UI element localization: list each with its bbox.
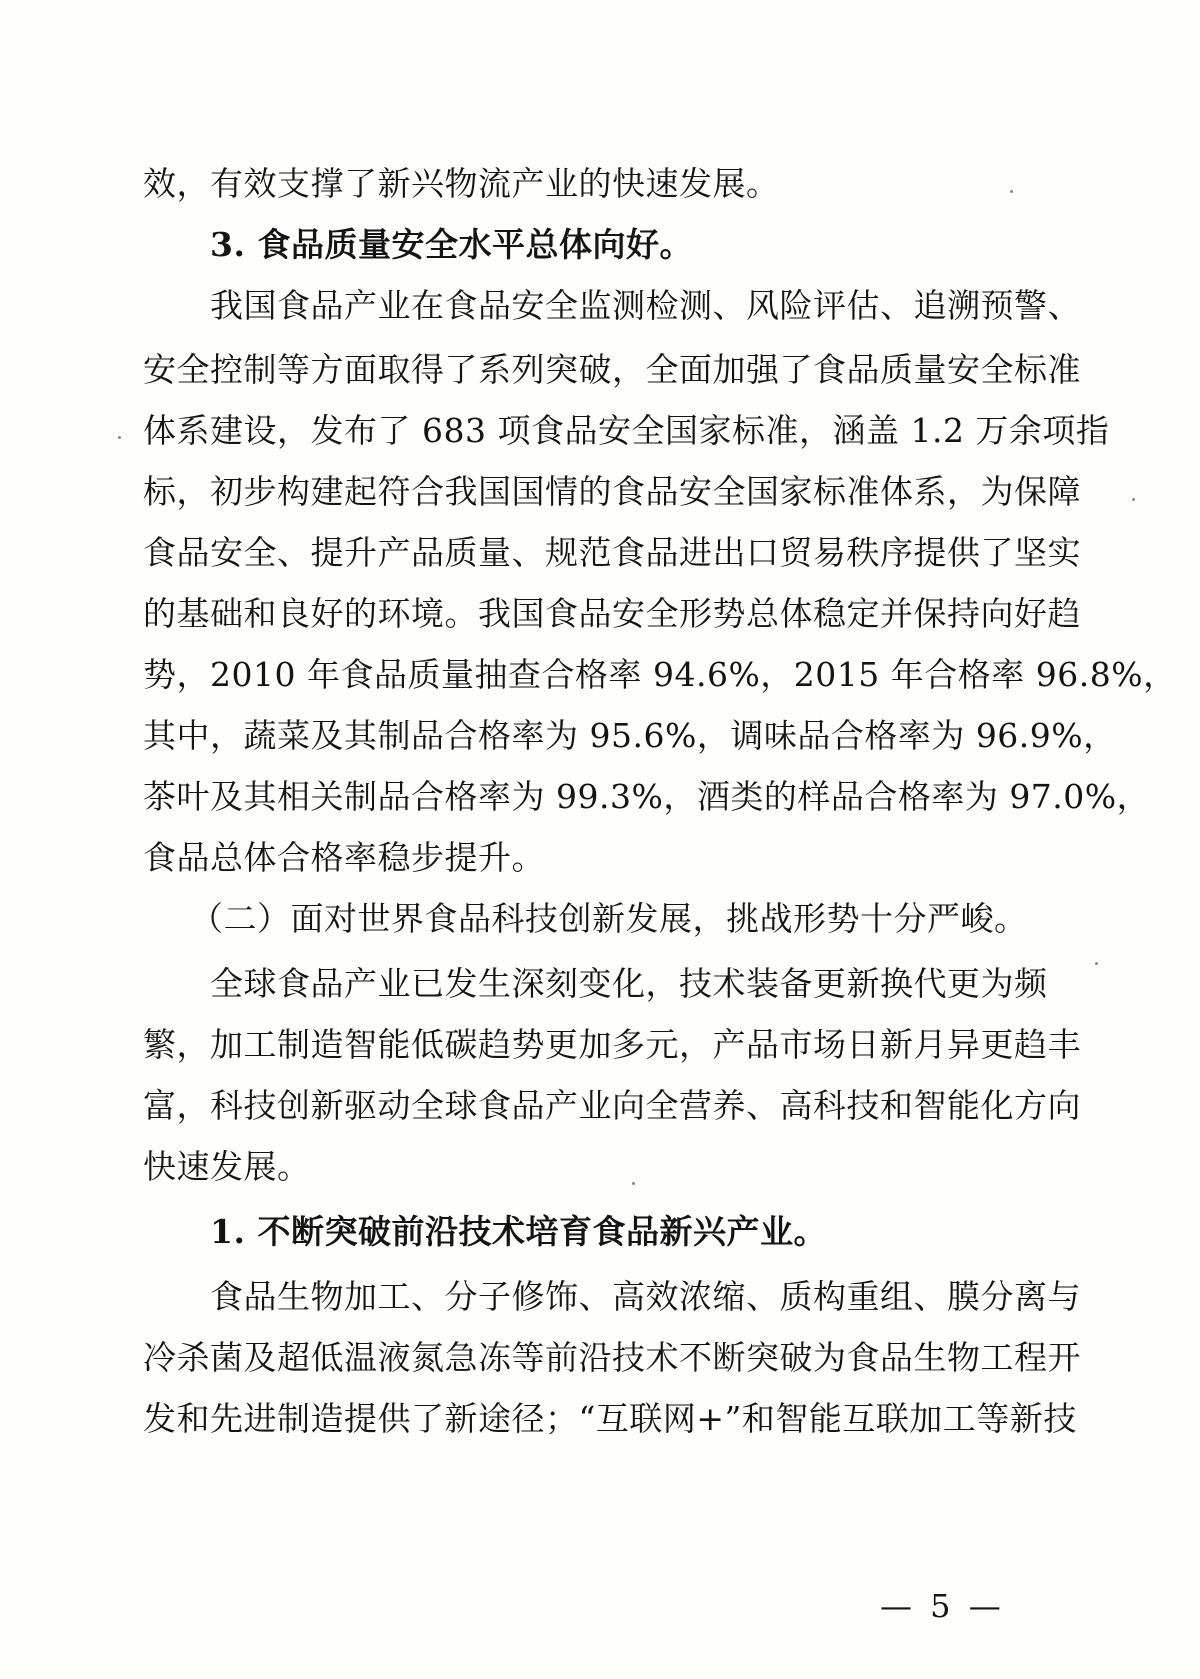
paragraph-line: 富，科技创新驱动全球食品产业向全营养、高科技和智能化方向 bbox=[143, 1086, 1081, 1125]
scan-speck bbox=[118, 436, 121, 439]
paragraph-line: 食品安全、提升产品质量、规范食品进出口贸易秩序提供了坚实 bbox=[143, 533, 1081, 572]
paragraph-line: 食品总体合格率稳步提升。 bbox=[143, 838, 545, 877]
scan-speck bbox=[1095, 962, 1098, 965]
paragraph-line: 快速发展。 bbox=[143, 1147, 311, 1186]
paragraph-line: 效，有效支撑了新兴物流产业的快速发展。 bbox=[143, 164, 780, 203]
paragraph-line: 安全控制等方面取得了系列突破，全面加强了食品质量安全标准 bbox=[143, 350, 1081, 389]
section-heading: （二）面对世界食品科技创新发展，挑战形势十分严峻。 bbox=[190, 899, 1028, 938]
paragraph-line: 的基础和良好的环境。我国食品安全形势总体稳定并保持向好趋 bbox=[143, 594, 1081, 633]
section-heading: 3. 食品质量安全水平总体向好。 bbox=[210, 225, 693, 264]
paragraph-line: 繁，加工制造智能低碳趋势更加多元，产品市场日新月异更趋丰 bbox=[143, 1025, 1081, 1064]
paragraph-line: 标，初步构建起符合我国国情的食品安全国家标准体系，为保障 bbox=[143, 472, 1081, 511]
paragraph-line: 茶叶及其相关制品合格率为 99.3%，酒类的样品合格率为 97.0%， bbox=[143, 777, 1151, 816]
section-heading: 1. 不断突破前沿技术培育食品新兴产业。 bbox=[210, 1212, 827, 1251]
page-number: — 5 — bbox=[880, 1587, 1005, 1625]
paragraph-line: 全球食品产业已发生深刻变化，技术装备更新换代更为频 bbox=[210, 964, 1048, 1003]
paragraph-line: 其中，蔬菜及其制品合格率为 95.6%，调味品合格率为 96.9%， bbox=[143, 716, 1117, 755]
scan-speck bbox=[632, 1182, 635, 1185]
scan-speck bbox=[1010, 190, 1013, 193]
scan-speck bbox=[1132, 498, 1135, 501]
paragraph-line: 发和先进制造提供了新途径；“互联网+”和智能互联加工等新技 bbox=[143, 1399, 1077, 1438]
paragraph-line: 我国食品产业在食品安全监测检测、风险评估、追溯预警、 bbox=[210, 286, 1081, 325]
paragraph-line: 冷杀菌及超低温液氮急冻等前沿技术不断突破为食品生物工程开 bbox=[143, 1338, 1081, 1377]
paragraph-line: 食品生物加工、分子修饰、高效浓缩、质构重组、膜分离与 bbox=[210, 1277, 1081, 1316]
paragraph-line: 体系建设，发布了 683 项食品安全国家标准，涵盖 1.2 万余项指 bbox=[143, 411, 1110, 450]
paragraph-line: 势，2010 年食品质量抽查合格率 94.6%，2015 年合格率 96.8%， bbox=[143, 655, 1177, 694]
